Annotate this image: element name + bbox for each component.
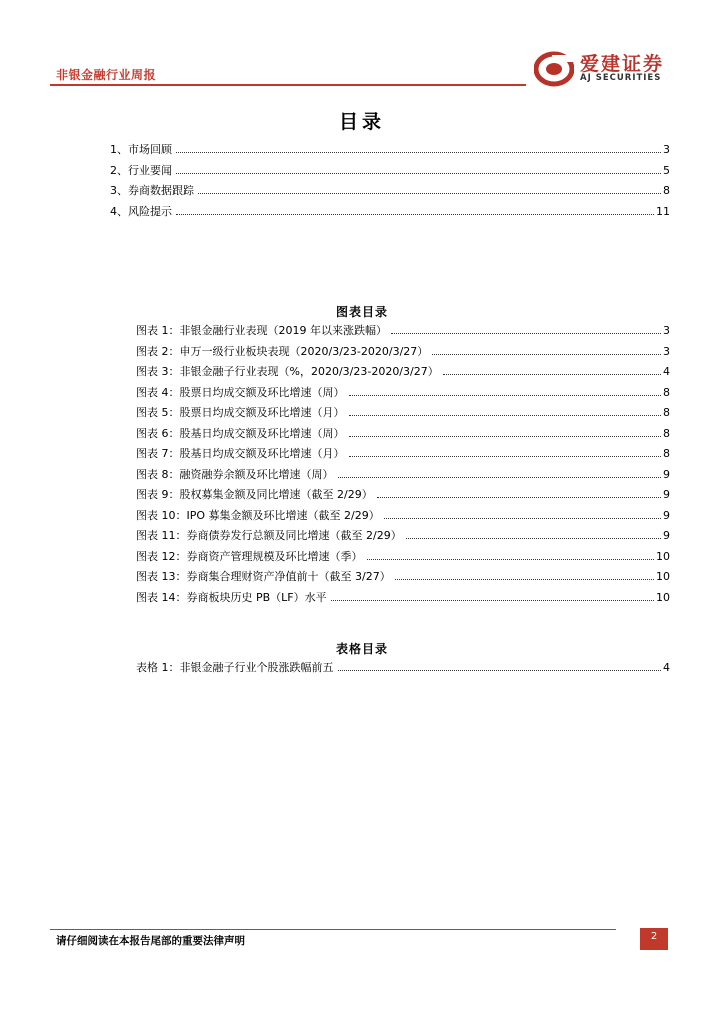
figure-entry-page: 9 — [663, 529, 670, 542]
dot-leader — [432, 354, 661, 355]
figures-list — [136, 322, 670, 609]
dot-leader — [176, 152, 661, 153]
figure-entry-page: 3 — [663, 344, 670, 358]
figure-entry[interactable] — [136, 425, 670, 446]
figure-entry-label: 图表 10：IPO 募集金额及环比增速（截至 2/29） — [136, 508, 380, 522]
dot-leader — [395, 579, 654, 580]
figure-entry[interactable] — [136, 445, 670, 466]
dot-leader — [331, 600, 654, 601]
figure-entry-label: 图表 6：股基日均成交额及环比增速（周） — [136, 426, 345, 440]
figure-entry-label: 图表 1：非银金融行业表现（2019 年以来涨跌幅） — [136, 324, 387, 337]
figure-entry-page: 4 — [663, 365, 670, 378]
figure-entry-page: 9 — [663, 508, 670, 522]
toc-entry-page: 11 — [656, 204, 670, 218]
tables-list — [136, 659, 670, 680]
figure-entry-page: 8 — [663, 426, 670, 440]
toc-entry-page: 8 — [663, 184, 670, 197]
figure-entry[interactable] — [136, 404, 670, 425]
dot-leader — [391, 333, 661, 334]
page-number: 2 — [640, 928, 668, 950]
toc-entry[interactable] — [110, 203, 670, 224]
dot-leader — [384, 518, 661, 519]
figure-entry-label: 图表 7：股基日均成交额及环比增速（月） — [136, 447, 345, 460]
figure-entry-label: 图表 12：券商资产管理规模及环比增速（季） — [136, 549, 363, 563]
dot-leader — [198, 193, 661, 194]
figure-entry-page: 3 — [663, 324, 670, 337]
figure-entry-label: 图表 2：申万一级行业板块表现（2020/3/23-2020/3/27） — [136, 344, 429, 358]
figure-entry-page: 9 — [663, 467, 670, 481]
figure-entry-label: 图表 14：券商板块历史 PB（LF）水平 — [136, 590, 327, 604]
dot-leader — [367, 559, 655, 560]
figure-entry[interactable] — [136, 568, 670, 589]
dot-leader — [349, 456, 662, 457]
figure-entry[interactable] — [136, 322, 670, 343]
toc-entry[interactable] — [110, 162, 670, 183]
figure-entry-page: 10 — [656, 570, 670, 583]
dot-leader — [349, 415, 662, 416]
header-divider — [50, 84, 526, 86]
toc-entry-page: 3 — [663, 143, 670, 156]
toc-entry-page: 5 — [663, 163, 670, 177]
table-entry-page: 4 — [663, 661, 670, 674]
dot-leader — [443, 374, 661, 375]
dot-leader — [349, 395, 662, 396]
toc-entry-label: 2、行业要闻 — [110, 163, 172, 177]
figure-entry[interactable] — [136, 507, 670, 528]
toc-entry-label: 3、券商数据跟踪 — [110, 184, 194, 197]
dot-leader — [176, 173, 661, 174]
logo-text-en: AJ SECURITIES — [580, 73, 662, 83]
figure-entry[interactable] — [136, 343, 670, 364]
figure-entry-label: 图表 8：融资融券余额及环比增速（周） — [136, 467, 334, 481]
legal-disclaimer: 请仔细阅读在本报告尾部的重要法律声明 — [56, 935, 245, 947]
footer-divider — [50, 929, 616, 930]
figure-entry[interactable] — [136, 363, 670, 384]
dot-leader — [406, 538, 661, 539]
logo-text-cn: 爱建证券 — [580, 53, 665, 75]
figure-entry-page: 9 — [663, 488, 670, 501]
toc-entry-label: 4、风险提示 — [110, 204, 172, 218]
figure-entry-label: 图表 5：股票日均成交额及环比增速（月） — [136, 406, 345, 419]
dot-leader — [349, 436, 662, 437]
figure-entry-page: 8 — [663, 447, 670, 460]
figure-entry[interactable] — [136, 466, 670, 487]
figure-entry[interactable] — [136, 548, 670, 569]
dot-leader — [338, 670, 662, 671]
figure-entry[interactable] — [136, 384, 670, 405]
figure-entry[interactable] — [136, 486, 670, 507]
figure-entry-page: 8 — [663, 406, 670, 419]
figure-entry-page: 8 — [663, 385, 670, 399]
figure-entry-label: 图表 9：股权募集金额及同比增速（截至 2/29） — [136, 488, 373, 501]
toc-entry-label: 1、市场回顾 — [110, 143, 172, 156]
toc-entry[interactable] — [110, 182, 670, 203]
dot-leader — [338, 477, 662, 478]
toc-title: 目录 — [338, 111, 385, 133]
figure-entry-page: 10 — [656, 549, 670, 563]
company-logo — [532, 49, 682, 89]
logo-mark-icon — [534, 51, 574, 87]
figure-entry-page: 10 — [656, 590, 670, 604]
figure-entry-label: 图表 4：股票日均成交额及环比增速（周） — [136, 385, 345, 399]
figure-entry[interactable] — [136, 527, 670, 548]
toc-entry[interactable] — [110, 141, 670, 162]
toc-list — [110, 141, 670, 223]
dot-leader — [377, 497, 661, 498]
dot-leader — [176, 214, 654, 215]
tables-list-title: 表格目录 — [335, 642, 388, 656]
figure-entry[interactable] — [136, 589, 670, 610]
report-title: 非银金融行业周报 — [56, 68, 157, 82]
figure-entry-label: 图表 3：非银金融子行业表现（%，2020/3/23-2020/3/27） — [136, 365, 439, 378]
figure-entry-label: 图表 13：券商集合理财资产净值前十（截至 3/27） — [136, 570, 391, 583]
figures-list-title: 图表目录 — [335, 305, 388, 319]
table-entry-label: 表格 1：非银金融子行业个股涨跌幅前五 — [136, 661, 334, 674]
figure-entry-label: 图表 11：券商债券发行总额及同比增速（截至 2/29） — [136, 529, 402, 542]
table-entry[interactable] — [136, 659, 670, 680]
